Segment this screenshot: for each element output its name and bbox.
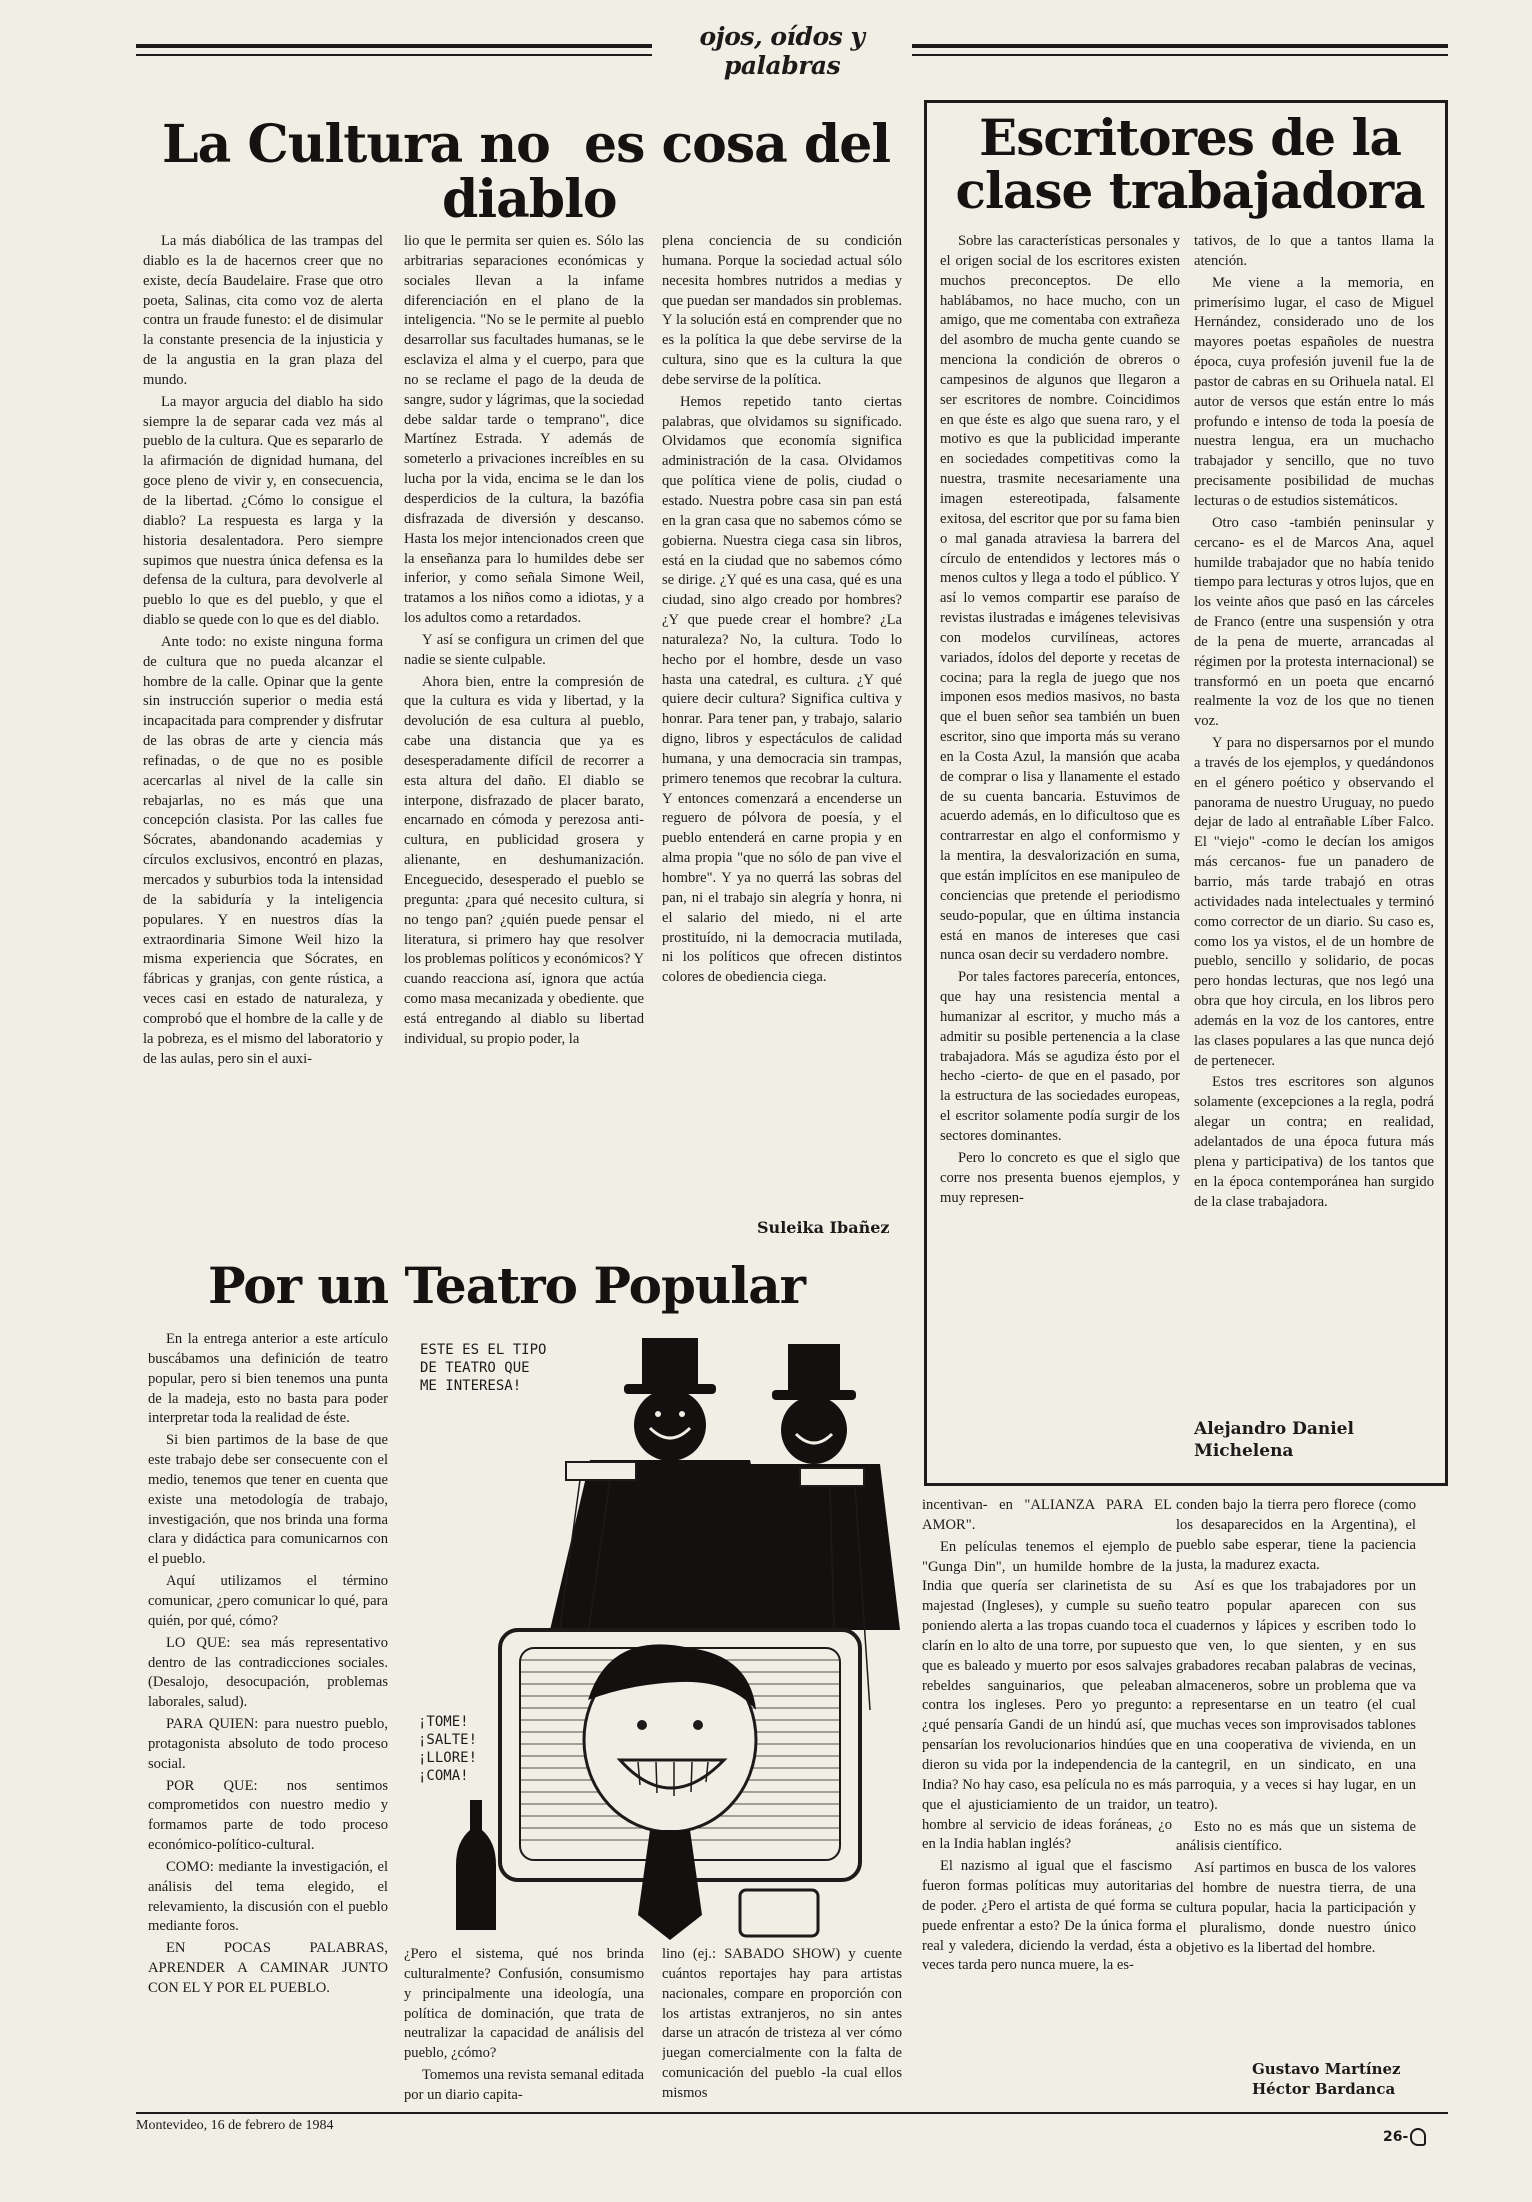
bottle-icon bbox=[456, 1800, 496, 1930]
paragraph: tativos, de lo que a tantos llama la atención. bbox=[1194, 233, 1434, 269]
article3-below-cartoon-left bbox=[404, 1945, 644, 2105]
paragraph: ¿Pero el sistema, qué nos brinda culturalmente? Confusión, consumismo y principalmente una ideología, una política de dominación, que trata de neutralizar la capacidad de análisis del pueblo, ¿cómo? bbox=[404, 1946, 644, 2062]
article2-author bbox=[1194, 1418, 1354, 1462]
paragraph: PARA QUIEN: para nuestro pueblo, protagonista absoluto de todo proceso social. bbox=[148, 1716, 388, 1772]
article3-column-1 bbox=[148, 1330, 388, 2110]
article2-title-line1: Escritores de la bbox=[979, 108, 1401, 167]
tv-text-line4: ¡COMA! bbox=[418, 1768, 469, 1784]
paragraph: Esto no es más que un sistema de análisis científico. bbox=[1176, 1818, 1416, 1855]
article2-title bbox=[945, 108, 1435, 220]
article2-author-line2: Michelena bbox=[1194, 1441, 1294, 1462]
tv-text-line1: ¡TOME! bbox=[418, 1714, 469, 1730]
article3-column-mid bbox=[922, 1496, 1172, 2114]
paragraph: Y así se configura un crimen del que nadie se siente culpable. bbox=[404, 631, 644, 668]
cartoon-caption-line1: ESTE ES EL TIPO bbox=[420, 1342, 547, 1358]
article1-column-2 bbox=[404, 232, 644, 1244]
paragraph: Estos tres escritores son algunos solamente (excepciones a la regla, podrá alegar un contra; en realidad, adelantados de una época futura más plena y participativa) de los tantos que en la época contemporánea han surgido de la clase trabajadora. bbox=[1194, 1074, 1434, 1210]
cartoon-caption-line3: ME INTERESA! bbox=[420, 1378, 522, 1394]
paragraph: El nazismo al igual que el fascismo fueron formas políticas muy autoritarias de poder. ¿Pero el artista de qué forma se puede enfrentar a esto? De la única forma real y valedera, diciendo la verdad, ésta a veces tarda pero nunca muere, la es- bbox=[922, 1858, 1172, 1974]
magazine-logo-icon bbox=[1410, 2128, 1426, 2146]
article3-author bbox=[1252, 2060, 1401, 2099]
paragraph: Si bien partimos de la base de que este trabajo debe ser consecuente con el medio, tenemos que tener en cuenta que existe una metodología de trabajo, investigación, que nos brinda una forma clara y didáctica para comunicarnos con el pueblo. bbox=[148, 1432, 388, 1568]
paragraph: Por tales factores parecería, entonces, que hay una resistencia mental a humanizar al escritor, y mucho más a admitir su posible pertenencia a la clase trabajadora. Más se agudiza ésto por el hecho -cierto- de que en el pasado, por la estructura de las sociedades europeas, el escritor solamente podía surgir de los sectores dominantes. bbox=[940, 969, 1180, 1144]
cartoon-illustration bbox=[410, 1330, 915, 1942]
article3-author-line2: Héctor Bardanca bbox=[1252, 2079, 1396, 2098]
paragraph: Pero lo concreto es que el siglo que corre nos presenta buenos ejemplos, y muy represen- bbox=[940, 1149, 1180, 1206]
grinning-man-face bbox=[584, 1644, 756, 1832]
paragraph: Tomemos una revista semanal editada por un diario capita- bbox=[404, 2067, 644, 2103]
article1-title-line1: La Cultura no es cosa del bbox=[162, 114, 891, 175]
section-title: ojos, oídos y palabras bbox=[652, 22, 912, 58]
tv-text-line3: ¡LLORE! bbox=[418, 1750, 478, 1766]
article1-column-1 bbox=[143, 232, 383, 1244]
header-rule-top-right bbox=[912, 44, 1448, 48]
article2-column-2 bbox=[1194, 232, 1434, 1412]
paragraph: Así partimos en busca de los valores del hombre de nuestra tierra, de una cultura popular, hacia la participación y el pluralismo, donde nuestro único objetivo es la libertad del hombre. bbox=[1176, 1860, 1416, 1956]
paragraph: Otro caso -también peninsular y cercano- es el de Marcos Ana, aquel humilde trabajador que no había tenido tiempo para lecturas y otros lujos, que en los veinte años que pasó en las cárceles de Franco (entre una suspensión y otra de la pena de muerte, arrancadas al régimen por la protesta internacional) se transformó en un poeta que encarnó realmente la voz de los que no tienen voz. bbox=[1194, 514, 1434, 730]
paragraph: Así es que los trabajadores por un teatro popular aparecen con sus cuadernos y lápices y escriben todo lo que ven, lo que sienten, y en sus grabadores recaban palabras de vecinas, almaceneros, sobre un problema que va a representarse en un teatro (el cual muchas veces son improvisados tablones en una cooperativa de vivienda, en un cantegril, en un sindicato, en una parroquia, y a veces si hay lugar, en un teatro). bbox=[1176, 1578, 1416, 1813]
paragraph: Me viene a la memoria, en primerísimo lugar, el caso de Miguel Hernández, considerado uno de los mayores poetas españoles de nuestra época, cuya profesión juvenil fue la de pastor de cabras en su Orihuela natal. El autor de versos que están entre lo más profundo e intenso de toda la poesía de nuestra lengua, era un muchacho trabajador y sencillo, que no tuvo precisamente posibilidad de muchas lecturas o de estudios sistemáticos. bbox=[1194, 274, 1434, 509]
wallet-icon bbox=[740, 1890, 818, 1936]
paragraph: Sobre las características personales y el origen social de los escritores existen muchos preconceptos. De ello hablábamos, no hace mucho, con un amigo, que me comentaba con extrañeza del asombro de mucha gente cuando se menciona la condición de obreros o campesinos de algunos que llegaron a ser escritores de nombre. Coincidimos en que éste es algo que suena raro, y el motivo es que la publicidad imperante en sociedades competitivas como la nuestra, trasmite necesariamente una imagen estereotipada, falsamente exitosa, del escritor que por su fama bien o mal ganada atraviesa la barrera del círculo de entendidos y lectores más o menos cultos y llega a todo el público. Y así lo vemos compartir ese paraíso de revistas ilustradas e imágenes televisivas con modelos curvilíneas, actores variados, ídolos del deporte y recetas de cocina; para la regla de juego que nos imponen esos medios masivos, no basta que el buen señor sea también un buen escritor, sino que importa más su verano en la Costa Azul, la mansión que acaba de comprar o lisa y llanamente el estado de su cuenta bancaria. Estuvimos de acuerdo además, en lo dificultoso que es contrarrestar en algo el conformismo y la mentira, la desvalorización en suma, que están implícitos en ese manipuleo de conciencias que pretende el periodismo seudo-popular, que en última instancia está en manos de intereses que casi nunca osan decir su verdadero nombre. bbox=[940, 233, 1180, 964]
page-number-text: 26- bbox=[1383, 2129, 1409, 2145]
footer-rule bbox=[136, 2112, 1448, 2114]
paragraph: La mayor argucia del diablo ha sido siempre la de separar cada vez más al pueblo de la cultura. Que es separarlo de la afirmación de dignidad humana, del goce pleno de vivir y, en consecuencia, de la libertad. ¿Cómo lo consigue el diablo? La respuesta es larga y la historia desalentadora. Pero siempre supimos que nuestra única defensa es la defensa de la cultura, para devolverle al pueblo lo que es del pueblo, y que el diablo se quede con lo que es del diablo. bbox=[143, 393, 383, 629]
cartoon-drawing bbox=[410, 1330, 915, 1942]
article3-author-line1: Gustavo Martínez bbox=[1252, 2060, 1401, 2078]
paragraph: plena conciencia de su condición humana. Porque la sociedad actual sólo necesita hombres nutridos a medias y que puedan ser mandados sin problemas. Y la solución está en comprender que no es la política la que debe servirse de la cultura, sino que es la cultura la que debe servirse de la política. bbox=[662, 233, 902, 388]
publication-date: Montevideo, 16 de febrero de 1984 bbox=[136, 2118, 334, 2133]
paragraph: LO QUE: sea más representativo dentro de las contradicciones sociales. (Desalojo, desocupación, problemas laborales, salud). bbox=[148, 1634, 388, 1711]
paragraph: La más diabólica de las trampas del diablo es la de hacernos creer que no existe, decía Baudelaire. Frase que otro poeta, Salinas, cita como voz de alerta contra un fraude funesto: el de disimular la constante presencia de la injusticia y de la angustia en la gran plaza del mundo. bbox=[143, 233, 383, 388]
paragraph: En películas tenemos el ejemplo de "Gunga Din", un humilde hombre de la India que quería ser clarinetista de su majestad (Ingleses), y cumple su sueño poniendo alerta a las tropas cuando toca el clarín en lo alto de una torre, por supuesto que es baleado y muerto por esos salvajes rebeldes sanguinarios, que peleaban contra los ingleses. Pero yo pregunto: ¿qué pensaría Gandi de un hindú así, que pensarían los revolucionarios hindúes que dieron su vida por la independencia de la India? No hay caso, esa película no es más que el ajusticiamiento de un traidor, un hombre al servicio de ideas foráneas, ¿o en la India hablan inglés? bbox=[922, 1538, 1172, 1853]
article1-author: Suleika Ibañez bbox=[757, 1218, 890, 1237]
paragraph: conden bajo la tierra pero florece (como los desaparecidos en la Argentina), el pueblo sabe esperar, tiene la paciencia justa, la madurez exacta. bbox=[1176, 1497, 1416, 1573]
article2-author-line1: Alejandro Daniel bbox=[1194, 1419, 1354, 1439]
article2-column-1 bbox=[940, 232, 1180, 1462]
paragraph: COMO: mediante la investigación, el análisis del tema elegido, el relevamiento, la discusión con el pueblo mediante foros. bbox=[148, 1858, 388, 1935]
article2-title-line2: clase trabajadora bbox=[955, 160, 1425, 220]
header-rule-top bbox=[136, 44, 652, 48]
article3-below-cartoon-right bbox=[662, 1945, 902, 2105]
paragraph: Hemos repetido tanto ciertas palabras, que olvidamos su significado. Olvidamos que economía significa administración de la casa. Olvidamos que política viene de polis, ciudad o estado. Nuestra pobre casa sin pan está en la gran casa que no sabemos cómo se gobierna. Nuestra ciega casa sin libros, está en la ciudad que no sabemos cómo se dirige. ¿Y qué es una casa, qué es una ciudad, sino algo creado por hombres? ¿Y que puede crear el hombre? ¿La naturaleza? No, la cultura. Todo lo hecho por el hombre, desde un vaso hasta una catedral, es cultura. ¿Y qué quiere decir cultura? Significa cultiva y honrar. Para tener pan, y trabajo, salario digno, libros y espectáculos de calidad humana, y una democracia sin trampas, primero tenemos que recobrar la cultura. Y entonces comenzará a encenderse un reguero de pólvora de poesía, y el pueblo entenderá en carne propia y en alma propia "que no sólo de pan vive el hombre". Y ya no querrá las sobras del pan, ni el trabajo sin alegría y honra, ni el salario del miedo, ni el arte prostituído, ni la democracia mutilada, ni los políticos que ofrecen distintos colores de obediencia ciega. bbox=[662, 393, 902, 986]
paragraph: lio que le permita ser quien es. Sólo las arbitrarias separaciones económicas y sociales llevan a la infame diferenciación en el plano de la inteligencia. "No se le permite al pueblo desarrollar sus facultades humanas, se le esclaviza el alma y el cuerpo, para que no se reclame el pago de la deuda de sangre, sudor y lágrimas, que la sociedad debe saldar tarde o temprano", dice Martínez Estrada. Y además de someterlo a privaciones increíbles en su lucha por la vida, encima se le dan los desperdicios de la cultura, la bazófia disfrazada de diversión y descanso. Hasta los mejor intencionados creen que la enseñanza para lo humildes debe ser inferior, y como señala Simone Weil, tratamos a los niños como a idiotas, y a los adultos como a retardados. bbox=[404, 233, 644, 627]
article3-column-right bbox=[1176, 1496, 1416, 2044]
article1-column-3 bbox=[662, 232, 902, 1190]
paragraph: Y para no dispersarnos por el mundo a través de los ejemplos, y quedándonos en el género poético y observando el panorama de nuestro Uruguay, no puedo dejar de lado al entrañable Líber Falco. El "viejo" -como le decían los amigos más cercanos- fue un panadero de barrio, más tarde trabajó en otras actividades nada intelectuales y terminó como corrector de un diario. Su caso es, como los ya vistos, el de un hombre de pueblo, sencillo y solidario, de pocas pero hondas lecturas, que nos legó una obra que hoy circula, en los libros pero además en la voz de los cantores, entre las clases populares a las que nunca dejó de pertenecer. bbox=[1194, 735, 1434, 1069]
paragraph: incentivan- en "ALIANZA PARA EL AMOR". bbox=[922, 1497, 1172, 1533]
article1-title bbox=[162, 114, 891, 230]
tv-text-line2: ¡SALTE! bbox=[418, 1732, 478, 1748]
paragraph: Ante todo: no existe ninguna forma de cultura que no pueda alcanzar el hombre de la calle. Opinar que la gente sin instrucción superior o media está incapacitada para comprender y disfrutar de las obras de arte y ciencia más refinadas, o de que no es posible acercarlas al nivel de la calle sin rebajarlas, no es más que una concepción clasista. Por las calles fue Sócrates, abandonando academias y círculos exclusivos, encontró en plazas, mercados y suburbios toda la intensidad de la sabiduría y la inteligencia populares. Y en nuestros días la extraordinaria Simone Weil hizo la misma experiencia que Sócrates, en fábricas y granjas, con gente rústica, a veces casi en estado de naturaleza, y comprobó que el hombre de la calle y de la pobreza, es el mismo del laboratorio y de las aulas, pero sin el auxi- bbox=[143, 633, 383, 1067]
paragraph: En la entrega anterior a este artículo buscábamos una definición de teatro popular, pero si bien tenemos una punta de la madeja, esto no basta para poder interpretar toda la realidad de éste. bbox=[148, 1331, 388, 1427]
paragraph: EN POCAS PALABRAS, APRENDER A CAMINAR JUNTO CON EL Y POR EL PUEBLO. bbox=[148, 1940, 388, 1996]
paragraph: Aquí utilizamos el término comunicar, ¿pero comunicar lo qué, para quién, por qué, cómo? bbox=[148, 1573, 388, 1629]
cartoon-caption-line2: DE TEATRO QUE bbox=[420, 1360, 530, 1376]
paragraph: lino (ej.: SABADO SHOW) y cuente cuántos reportajes hay para artistas nacionales, compare en proporción con los artistas extranjeros, no sin antes darse un atracón de tristeza al ver cómo juegan comercialmente con la falta de comunicación del pueblo -la cual ellos mismos bbox=[662, 1946, 902, 2101]
article1-title-line2: diablo bbox=[442, 168, 617, 230]
article3-title: Por un Teatro Popular bbox=[208, 1256, 805, 1315]
paragraph: POR QUE: nos sentimos comprometidos con nuestro medio y formamos parte de todo proceso económico-político-cultural. bbox=[148, 1777, 388, 1854]
paragraph: Ahora bien, entre la compresión de que la cultura es vida y libertad, y la devolución de esa cultura al pueblo, cabe una distancia que ya es desesperadamente difícil de recorrer a esta altura del daño. El diablo se interpone, disfrazado de placer barato, encarnado en cómoda y perezosa anti-cultura, en publicidad grosera y alienante, en deshumanización. Enceguecido, desesperado el pueblo se pregunta: ¿para qué necesito cultura, si no tengo pan? ¿quién puede pensar el literatura, si primero hay que resolver los problemas políticos y económicos? Y cuando reacciona así, ignora que actúa como masa mecanizada y obediente. que está entregando al diablo su libertad individual, su propio poder, la bbox=[404, 673, 644, 1047]
page-number bbox=[1383, 2128, 1426, 2146]
